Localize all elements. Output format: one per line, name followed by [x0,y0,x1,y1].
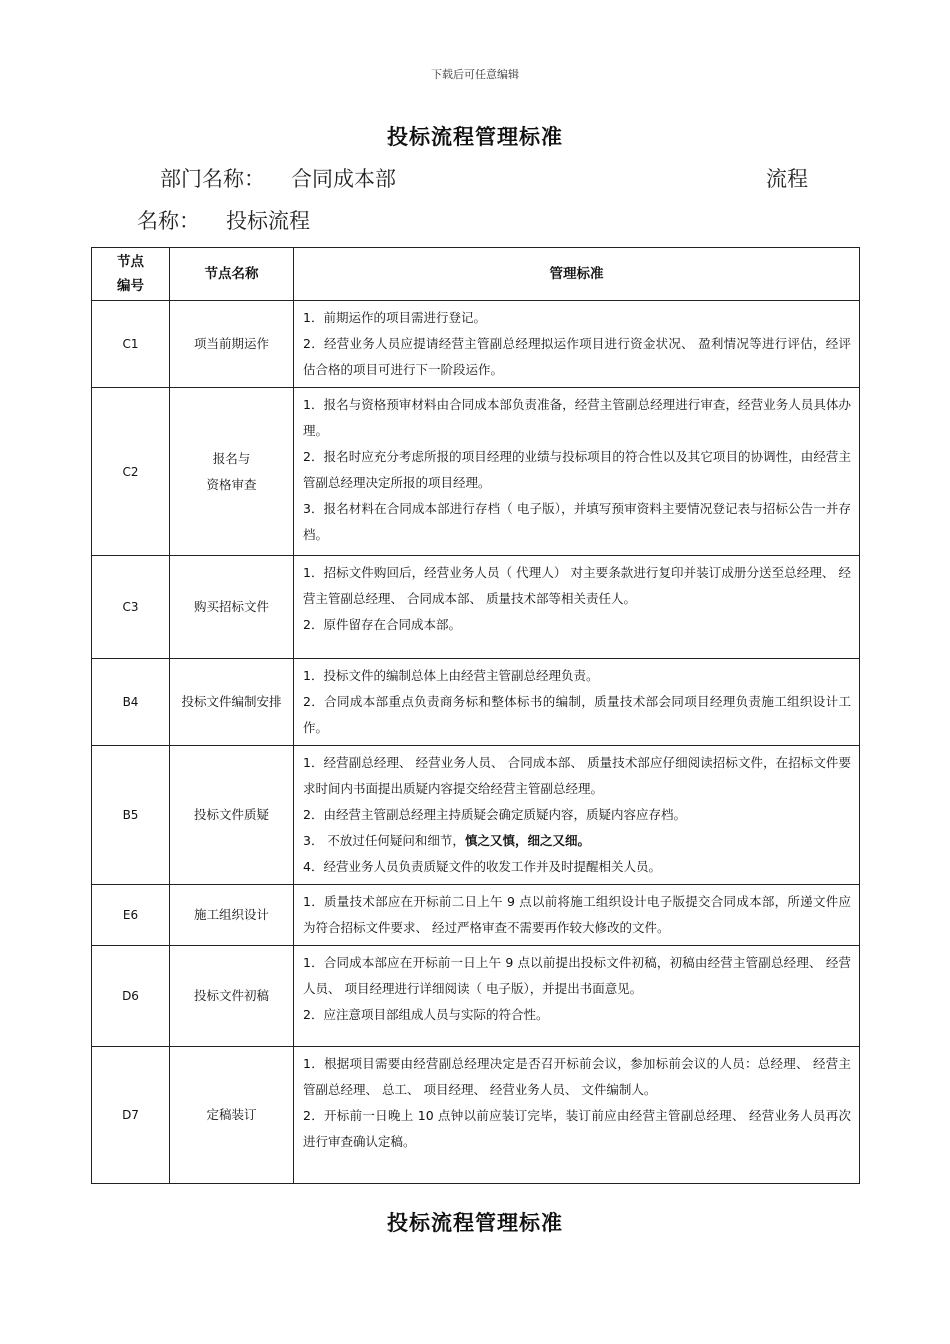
standard-item: 3．报名材料在合同成本部进行存档（ 电子版），并填写预审资料主要情况登记表与招标公告一并存档。 [303,501,851,542]
standard-item: 1．前期运作的项目需进行登记。 [303,310,486,325]
flow-name-value: 投标流程 [226,209,310,233]
standard-item: 1．经营副总经理、 经营业务人员、 合同成本部、 质量技术部应仔细阅读招标文件，在招标文件要求时间内书面提出质疑内容提交给经营主管副总经理。 [303,755,851,796]
node-code: C2 [92,388,170,556]
page-title-repeat: 投标流程管理标准 [387,1211,563,1235]
standard-item: 2．报名时应充分考虑所报的项目经理的业绩与投标项目的符合性以及其它项目的协调性，由经营主管副总经理决定所报的项目经理。 [303,449,851,490]
flow-name-line [137,205,310,235]
standard-item: 2．应注意项目部组成人员与实际的符合性。 [303,1007,549,1022]
node-name: 投标文件质疑 [170,746,294,885]
standard-item: 1．根据项目需要由经营副总经理决定是否召开标前会议，参加标前会议的人员：总经理、 经营主管副总经理、 总工、 项目经理、 经营业务人员、 文件编制人。 [303,1056,851,1097]
node-standard [294,1047,860,1184]
table-header-row [92,248,860,301]
node-code: B5 [92,746,170,885]
node-name: 购买招标文件 [170,556,294,659]
standard-item: 2．由经营主管副总经理主持质疑会确定质疑内容，质疑内容应存档。 [303,807,686,822]
node-name: 项当前期运作 [170,301,294,388]
node-name: 定稿装订 [170,1047,294,1184]
department-line [160,163,396,193]
department-label: 部门名称： [160,167,265,191]
department-value: 合同成本部 [291,167,396,191]
node-code: B4 [92,659,170,746]
node-standard [294,388,860,556]
node-code: C3 [92,556,170,659]
table-row [92,556,860,659]
standard-item-text: 3． 不放过任何疑问和细节， [303,833,465,848]
standard-item: 4．经营业务人员负责质疑文件的收发工作并及时提醒相关人员。 [303,859,661,874]
table-row [92,388,860,556]
table-row [92,746,860,885]
node-code: D6 [92,946,170,1047]
header-standard: 管理标准 [294,248,860,301]
table-row [92,1047,860,1184]
flow-name-label-part1: 流程 [766,167,808,191]
node-code: D7 [92,1047,170,1184]
node-standard [294,659,860,746]
header-code: 节点 编号 [92,248,170,301]
node-standard [294,946,860,1047]
standard-item: 2．原件留存在合同成本部。 [303,617,461,632]
header-note: 下载后可任意编辑 [431,68,519,81]
node-standard [294,556,860,659]
standard-item: 1．合同成本部应在开标前一日上午 9 点以前提出投标文件初稿，初稿由经营主管副总经理、 经营人员、 项目经理进行详细阅读（ 电子版），并提出书面意见。 [303,955,851,996]
node-name: 报名与 资格审查 [170,388,294,556]
emphasis-text: 慎之又慎，细之又细。 [464,833,590,848]
node-name: 投标文件初稿 [170,946,294,1047]
standard-item: 1．报名与资格预审材料由合同成本部负责准备，经营主管副总经理进行审查，经营业务人员具体办理。 [303,397,851,438]
standard-item: 2．开标前一日晚上 10 点钟以前应装订完毕，装订前应由经营主管副总经理、 经营业务人员再次进行审查确认定稿。 [303,1108,851,1149]
table-row [92,885,860,946]
page-title: 投标流程管理标准 [387,125,563,149]
standards-table [91,247,860,1184]
node-standard [294,301,860,388]
standard-item: 2．合同成本部重点负责商务标和整体标书的编制，质量技术部会同项目经理负责施工组织设计工作。 [303,694,851,735]
node-name: 投标文件编制安排 [170,659,294,746]
standard-item: 1．质量技术部应在开标前二日上午 9 点以前将施工组织设计电子版提交合同成本部，所递文件应为符合招标文件要求、 经过严格审查不需要再作较大修改的文件。 [303,894,851,935]
standard-item: 2．经营业务人员应提请经营主管副总经理拟运作项目进行资金状况、 盈利情况等进行评估，经评估合格的项目可进行下一阶段运作。 [303,336,851,377]
table-row [92,659,860,746]
node-standard [294,885,860,946]
table-row [92,301,860,388]
node-code: C1 [92,301,170,388]
header-name: 节点名称 [170,248,294,301]
standard-item: 1．招标文件购回后，经营业务人员（ 代理人） 对主要条款进行复印并装订成册分送至总经理、 经营主管副总经理、 合同成本部、 质量技术部等相关责任人。 [303,565,851,606]
standard-item: 1．投标文件的编制总体上由经营主管副总经理负责。 [303,668,599,683]
node-code: E6 [92,885,170,946]
standard-item [303,828,851,854]
node-name: 施工组织设计 [170,885,294,946]
table-row [92,946,860,1047]
node-standard [294,746,860,885]
flow-name-label-part2: 名称： [137,209,200,233]
